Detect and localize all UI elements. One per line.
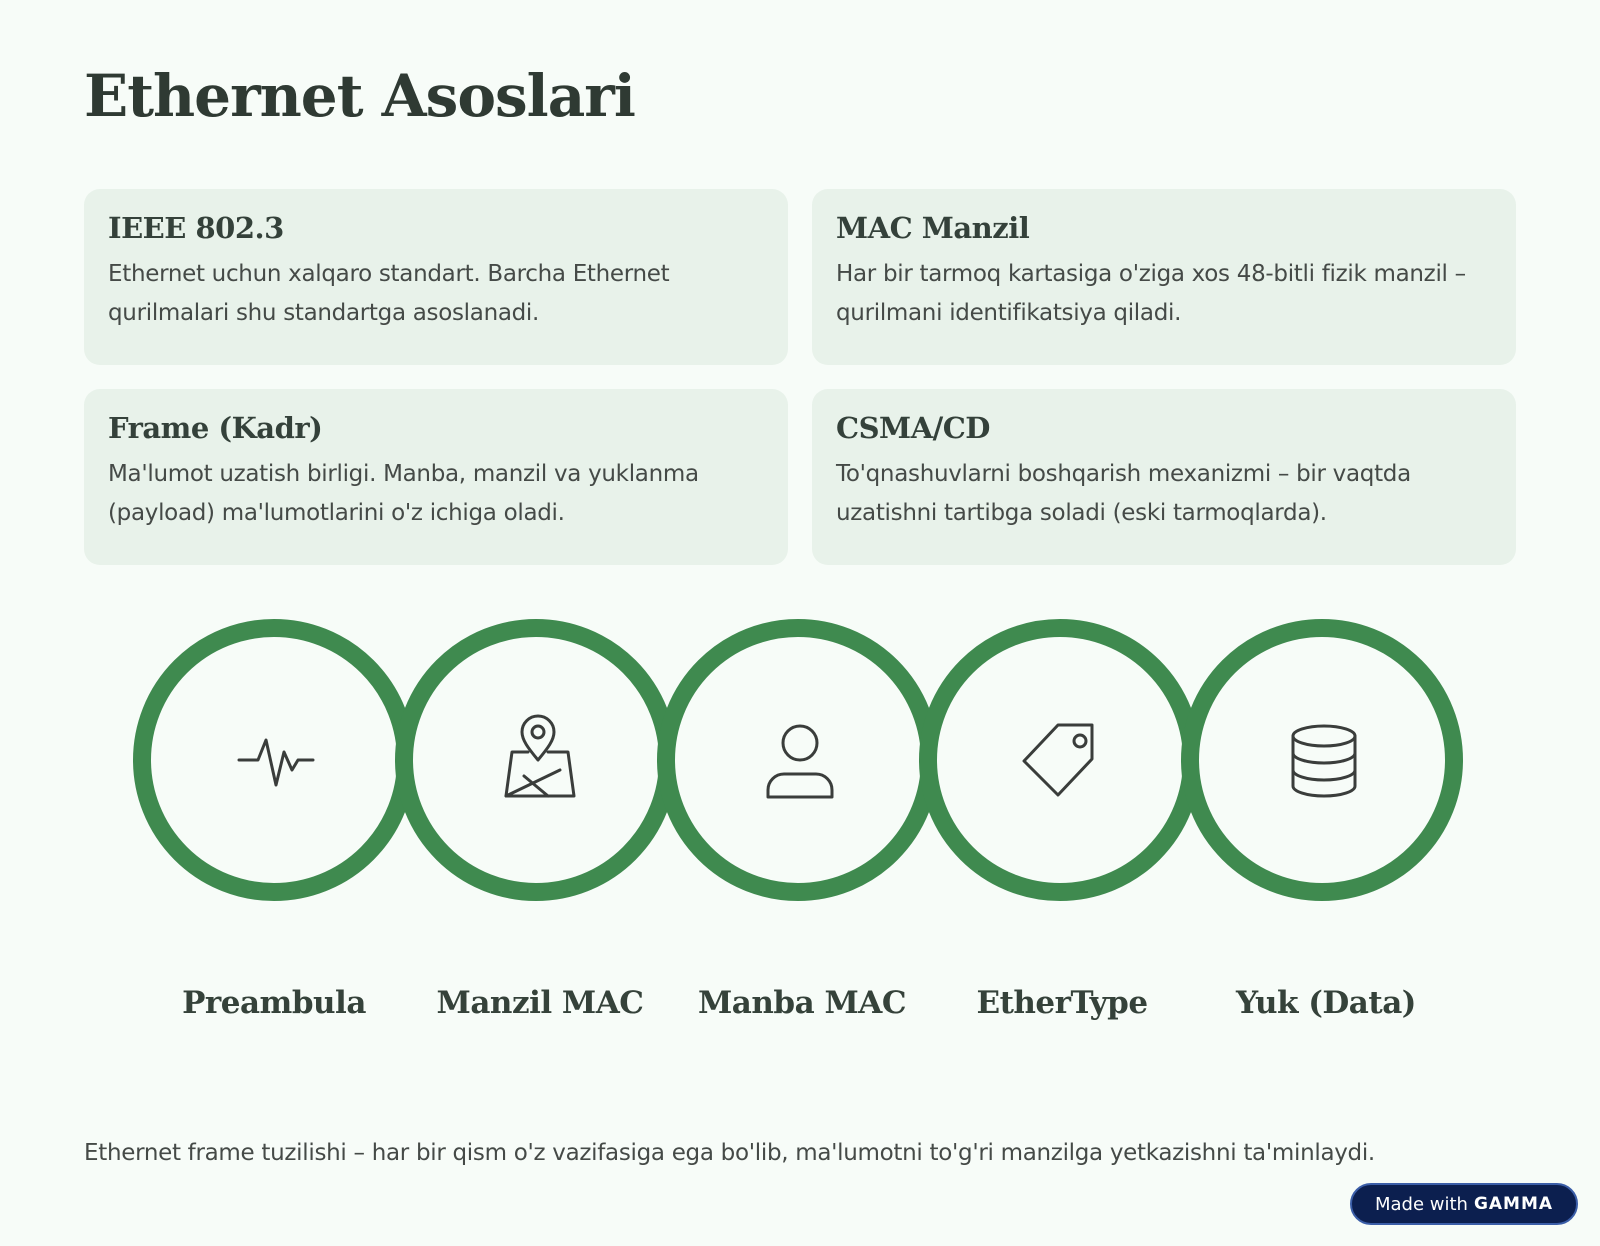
- step-ring-manzil-mac: [404, 628, 668, 892]
- footer-caption: Ethernet frame tuzilishi – har bir qism o'z vazifasiga ega bo'lib, ma'lumotni to'g'ri manzilga yetkazishni ta'minlaydi.: [84, 1140, 1375, 1166]
- step-label-manzil-mac: Manzil MAC: [436, 985, 644, 1021]
- gamma-logo: GAMMA: [1473, 1194, 1554, 1214]
- step-label-manba-mac: Manba MAC: [697, 985, 907, 1021]
- card-ieee: [84, 189, 788, 365]
- step-ring-preambula: [142, 628, 406, 892]
- card-text: Har bir tarmoq kartasiga o'ziga xos 48-bitli fizik manzil – qurilmani identifikatsiya qiladi.: [836, 261, 1466, 326]
- step-ring-ethertype: [928, 628, 1192, 892]
- step-label-yuk-data: Yuk (Data): [1236, 985, 1416, 1021]
- step-label-preambula: Preambula: [182, 985, 366, 1021]
- card-mac: [812, 189, 1516, 365]
- card-title: Frame (Kadr): [108, 411, 323, 445]
- made-with-gamma-badge[interactable]: [1350, 1183, 1578, 1225]
- card-title: CSMA/CD: [836, 411, 990, 445]
- card-text: Ma'lumot uzatish birligi. Manba, manzil va yuklanma (payload) ma'lumotlarini o'z ichiga oladi.: [108, 461, 699, 526]
- step-ring-yuk-data: [1190, 628, 1454, 892]
- step-label-ethertype: EtherType: [976, 985, 1148, 1021]
- page-title: Ethernet Asoslari: [84, 62, 635, 130]
- card-title: IEEE 802.3: [108, 211, 284, 245]
- card-text: To'qnashuvlarni boshqarish mexanizmi – bir vaqtda uzatishni tartibga soladi (eski tarmoqlarda).: [836, 461, 1411, 526]
- card-title: MAC Manzil: [836, 211, 1030, 245]
- card-frame: [84, 389, 788, 565]
- card-csma: [812, 389, 1516, 565]
- card-text: Ethernet uchun xalqaro standart. Barcha Ethernet qurilmalari shu standartga asoslanadi.: [108, 261, 670, 326]
- badge-prefix: Made with: [1374, 1193, 1468, 1215]
